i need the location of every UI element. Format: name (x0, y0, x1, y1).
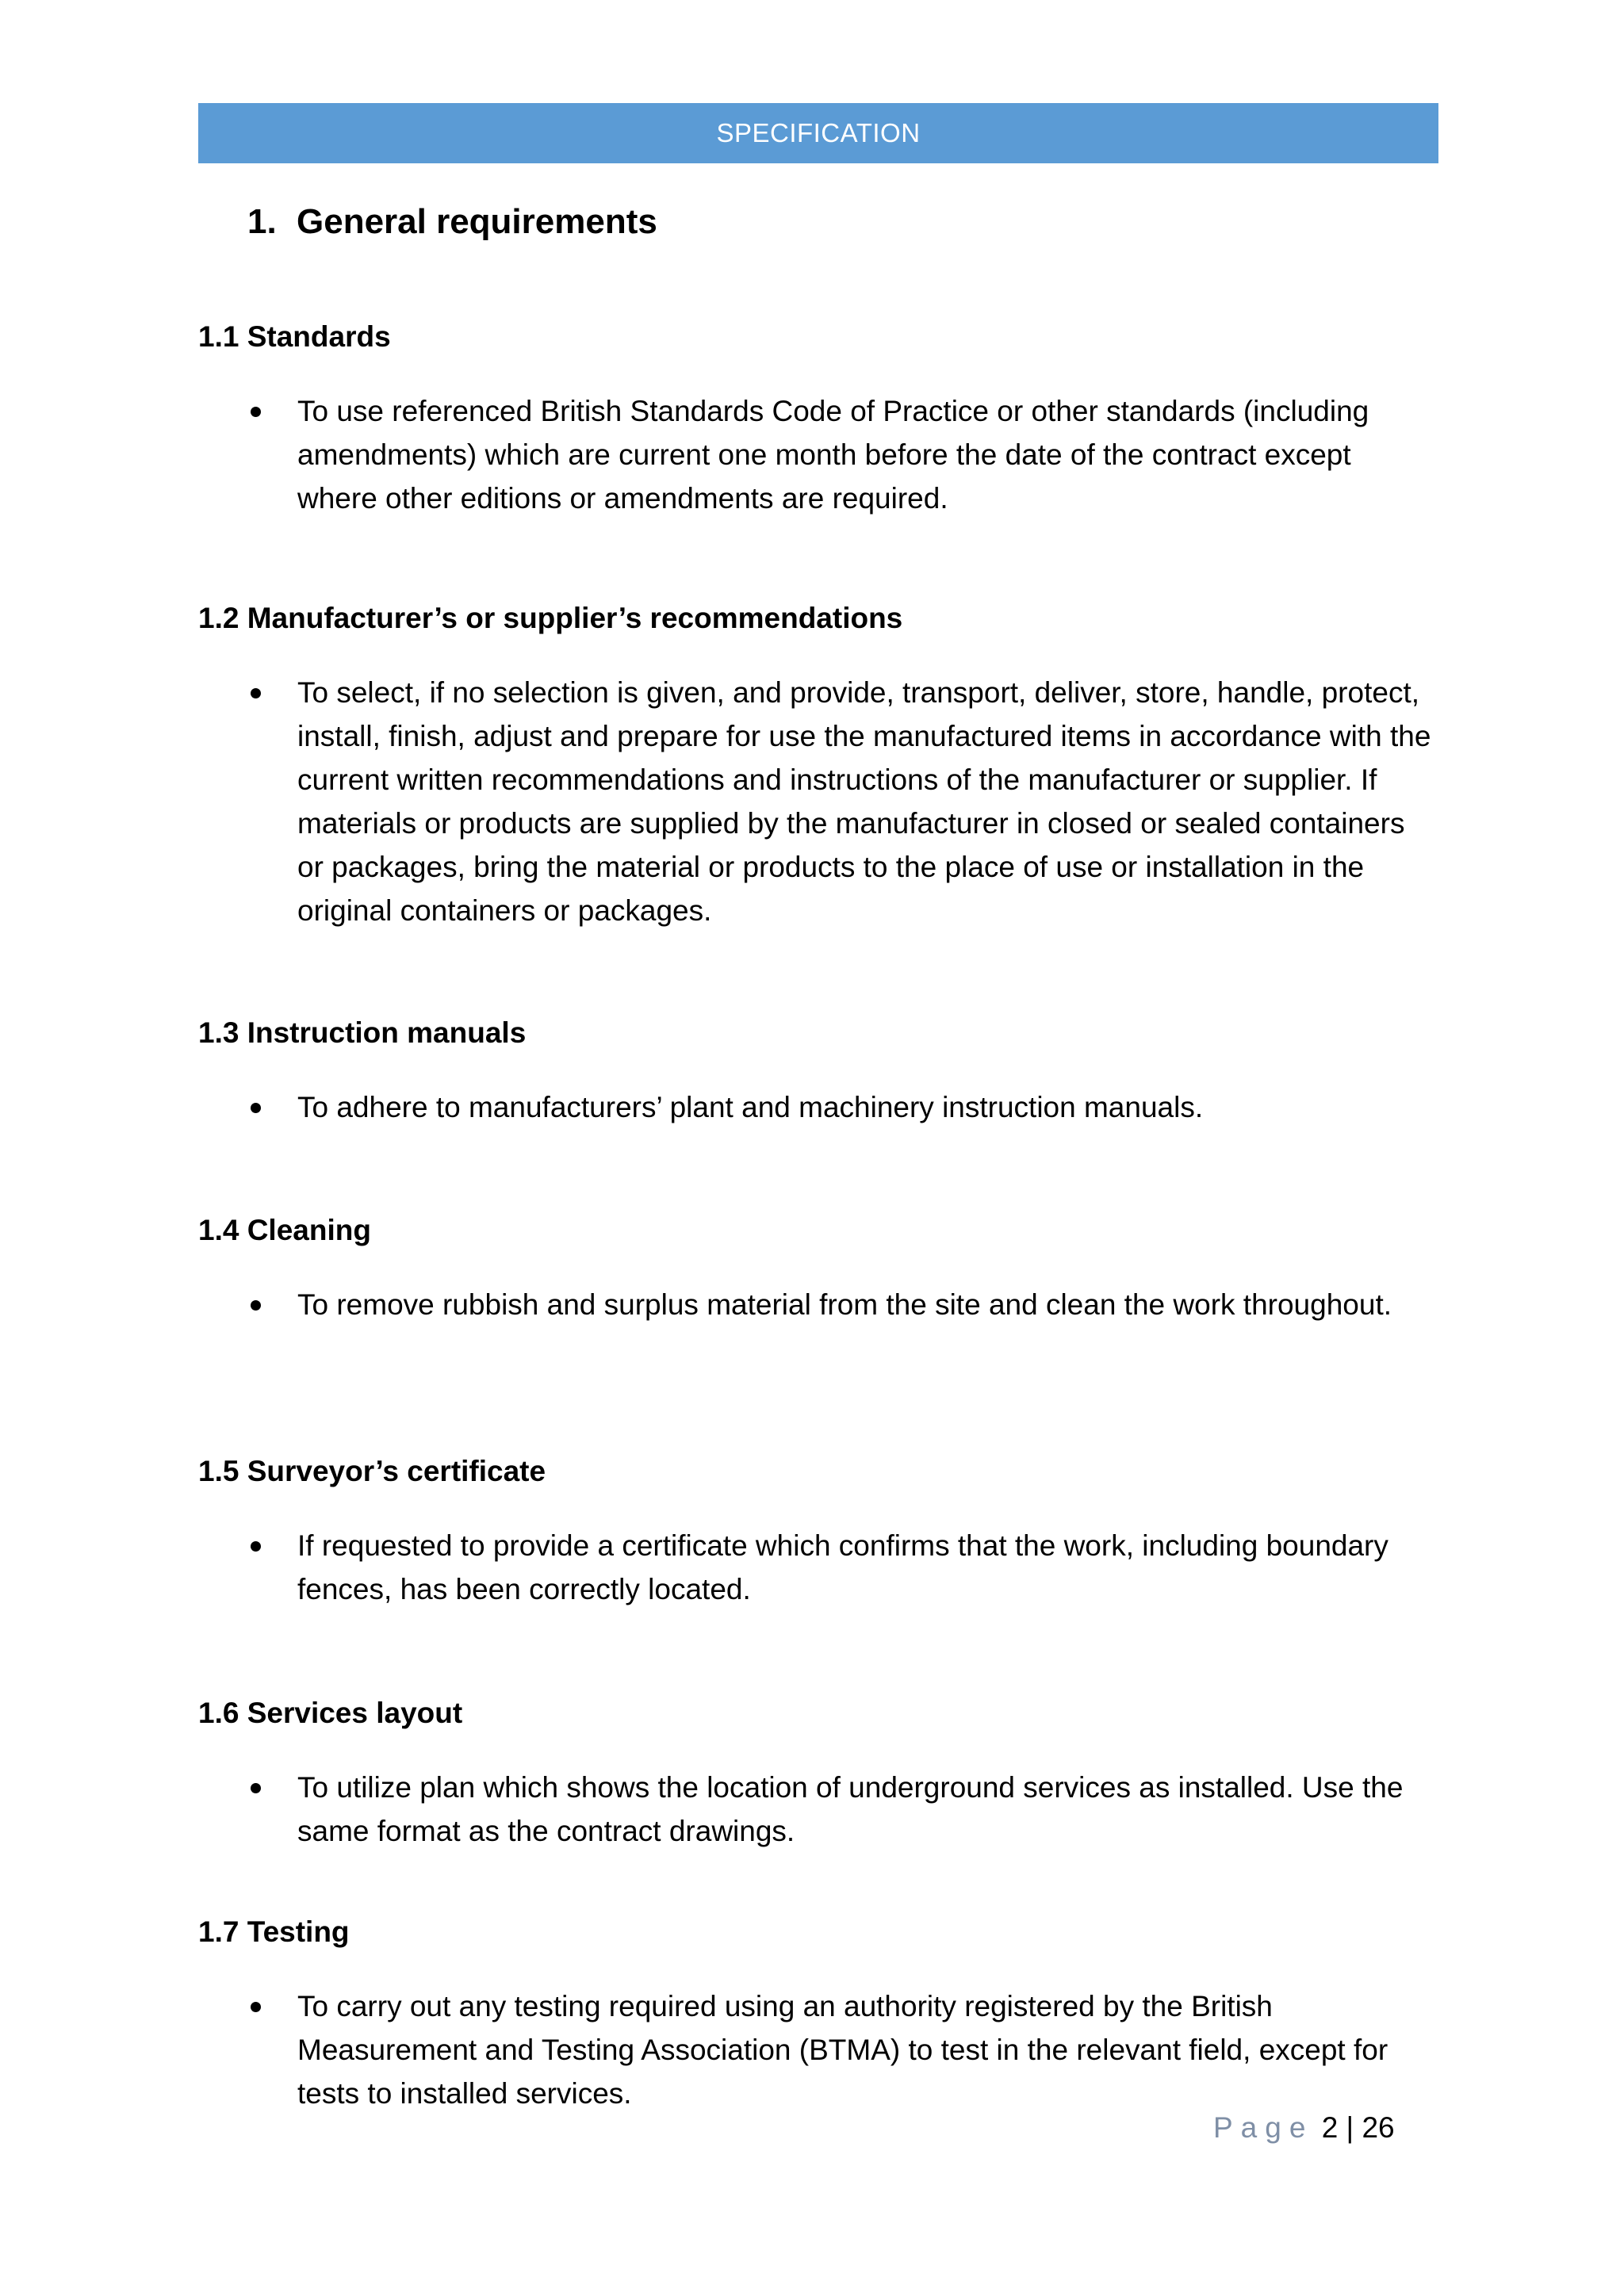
list-item (198, 1766, 1438, 1853)
section-heading: 1.7 Testing (198, 1915, 350, 1948)
list-item (198, 1984, 1438, 2115)
bullet-text: To use referenced British Standards Code of Practice or other standards (including amendments) which are current one month before the date of the contract except where other editions or amendments are required. (297, 395, 1369, 515)
section-heading: 1.4 Cleaning (198, 1214, 371, 1246)
section-heading: 1.2 Manufacturer’s or supplier’s recommendations (198, 602, 903, 634)
list-item (198, 1085, 1438, 1129)
section-instruction-manuals (198, 1014, 1438, 1129)
bullet-icon (251, 1541, 261, 1552)
section-cleaning (198, 1211, 1438, 1326)
bullet-icon (251, 1103, 261, 1113)
header-bar (198, 103, 1438, 163)
section-manufacturer-recommendations (198, 599, 1438, 932)
list-item (198, 389, 1438, 520)
page-number: 2 | 26 (1321, 2111, 1395, 2144)
bullet-text: To remove rubbish and surplus material from the site and clean the work throughout. (297, 1288, 1392, 1321)
bullet-text: To adhere to manufacturers’ plant and machinery instruction manuals. (297, 1091, 1204, 1123)
section-testing (198, 1913, 1438, 2115)
section-services-layout (198, 1694, 1438, 1853)
bullet-icon (251, 2002, 261, 2012)
chapter-title-text: General requirements (297, 202, 657, 241)
section-standards (198, 318, 1438, 520)
chapter-title (247, 202, 657, 242)
list-item (198, 671, 1438, 932)
section-heading: 1.6 Services layout (198, 1697, 463, 1729)
bullet-icon (251, 407, 261, 417)
header-title: SPECIFICATION (716, 118, 921, 147)
page-label: Page (1213, 2111, 1314, 2144)
bullet-text: To utilize plan which shows the location of underground services as installed. Use the same format as the contract drawings. (297, 1771, 1404, 1847)
bullet-icon (251, 1783, 261, 1793)
bullet-text: To carry out any testing required using an authority registered by the British Measurement and Testing Association (BTMA) to test in the relevant field, except for tests to installed services. (297, 1990, 1388, 2110)
list-item (198, 1524, 1438, 1611)
list-item (198, 1283, 1438, 1326)
section-surveyor-certificate (198, 1452, 1438, 1611)
bullet-icon (251, 688, 261, 698)
section-heading: 1.5 Surveyor’s certificate (198, 1455, 546, 1487)
section-heading: 1.1 Standards (198, 320, 391, 353)
chapter-number: 1. (247, 202, 277, 241)
bullet-text: To select, if no selection is given, and provide, transport, deliver, store, handle, protect, install, finish, adjust and prepare for use the manufactured items in accordance with the current written recommendations and instructions of the manufacturer or supplier. If materials or products are supplied by the manufacturer in closed or sealed containers or packages, bring the material or products to the place of use or installation in the original containers or packages. (297, 676, 1431, 927)
page-footer (1213, 2111, 1395, 2145)
bullet-text: If requested to provide a certificate which confirms that the work, including boundary fences, has been correctly located. (297, 1529, 1388, 1605)
section-heading: 1.3 Instruction manuals (198, 1016, 527, 1049)
bullet-icon (251, 1300, 261, 1311)
